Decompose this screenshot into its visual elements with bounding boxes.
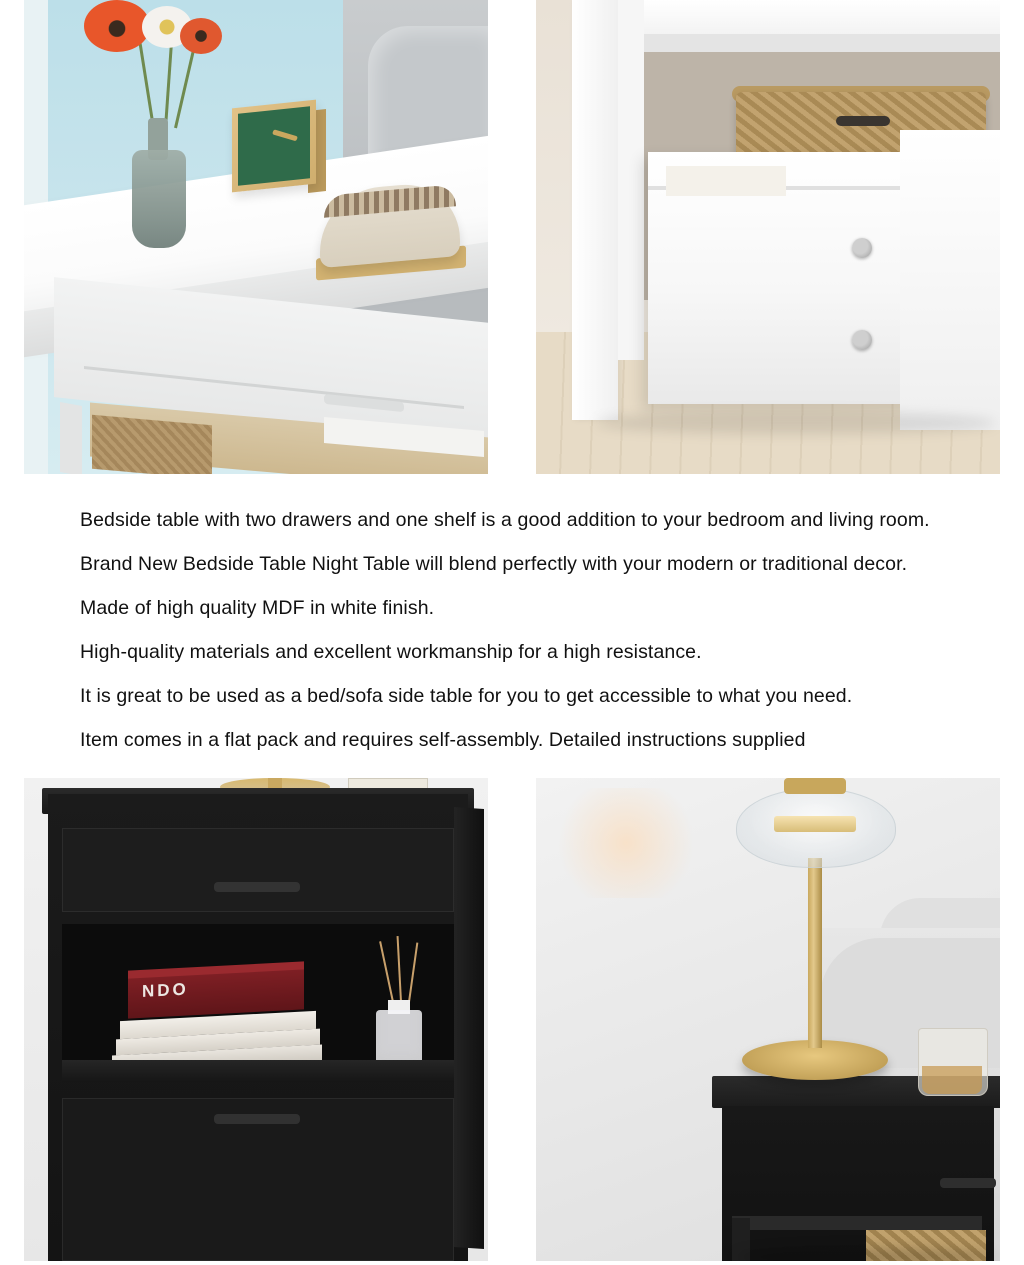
floor-shadow bbox=[736, 1248, 996, 1261]
side-table-drawer-handle bbox=[940, 1178, 996, 1188]
shelf-board bbox=[62, 1060, 454, 1082]
cabinet-shelf bbox=[608, 34, 1000, 52]
image-white-bedside-table-styled bbox=[24, 0, 488, 474]
description-line-5: It is great to be used as a bed/sofa side table for you to get accessible to what you need. bbox=[80, 685, 853, 707]
basket-handle bbox=[836, 116, 890, 126]
upper-drawer bbox=[62, 828, 454, 912]
bottom-image-row bbox=[0, 778, 1024, 1261]
description-line-4: High-quality materials and excellent workmanship for a high resistance. bbox=[80, 641, 702, 663]
drawer-contents bbox=[666, 166, 786, 196]
image-open-drawer-detail bbox=[536, 0, 1000, 474]
image-black-side-table-with-lamp bbox=[536, 778, 1000, 1261]
lamp-stem bbox=[808, 858, 822, 1048]
glass-vase bbox=[132, 150, 186, 248]
drawer-front-panel bbox=[900, 130, 1000, 430]
top-image-row bbox=[0, 0, 1024, 474]
description-line-1: Bedside table with two drawers and one shelf is a good addition to your bedroom and living room. bbox=[80, 509, 930, 531]
nightstand-side-panel bbox=[454, 807, 484, 1249]
reed-diffuser-bottle bbox=[376, 1010, 422, 1064]
cabinet-left-post bbox=[572, 0, 618, 420]
description-line-2: Brand New Bedside Table Night Table will blend perfectly with your modern or traditional decor. bbox=[80, 553, 908, 575]
cabinet-inner-post bbox=[618, 0, 644, 360]
cabinet-top bbox=[608, 0, 1000, 34]
block-clock bbox=[232, 100, 316, 193]
drawer-screw bbox=[852, 238, 872, 258]
clock-face bbox=[238, 106, 310, 186]
gerbera-flower-red bbox=[84, 0, 150, 52]
book-spine-text: NDO bbox=[142, 979, 189, 1001]
table-leg bbox=[60, 402, 82, 474]
side-table-shelf bbox=[732, 1216, 982, 1230]
light-glow bbox=[546, 788, 706, 898]
lamp-top-cap bbox=[784, 778, 846, 794]
description-line-6: Item comes in a flat pack and requires self-assembly. Detailed instructions supplied bbox=[80, 729, 806, 751]
floor-shadow bbox=[596, 412, 996, 434]
product-description-text bbox=[0, 474, 1024, 778]
lamp-filament bbox=[774, 816, 856, 832]
upper-drawer-handle bbox=[214, 882, 300, 892]
gerbera-flower-red-small bbox=[180, 18, 222, 54]
whisky-liquid bbox=[922, 1066, 982, 1094]
description-line-3: Made of high quality MDF in white finish. bbox=[80, 597, 435, 619]
lower-drawer-handle bbox=[214, 1114, 300, 1124]
woven-basket bbox=[92, 415, 212, 474]
drawer-screw bbox=[852, 330, 872, 350]
image-black-nightstand-with-books bbox=[24, 778, 488, 1261]
